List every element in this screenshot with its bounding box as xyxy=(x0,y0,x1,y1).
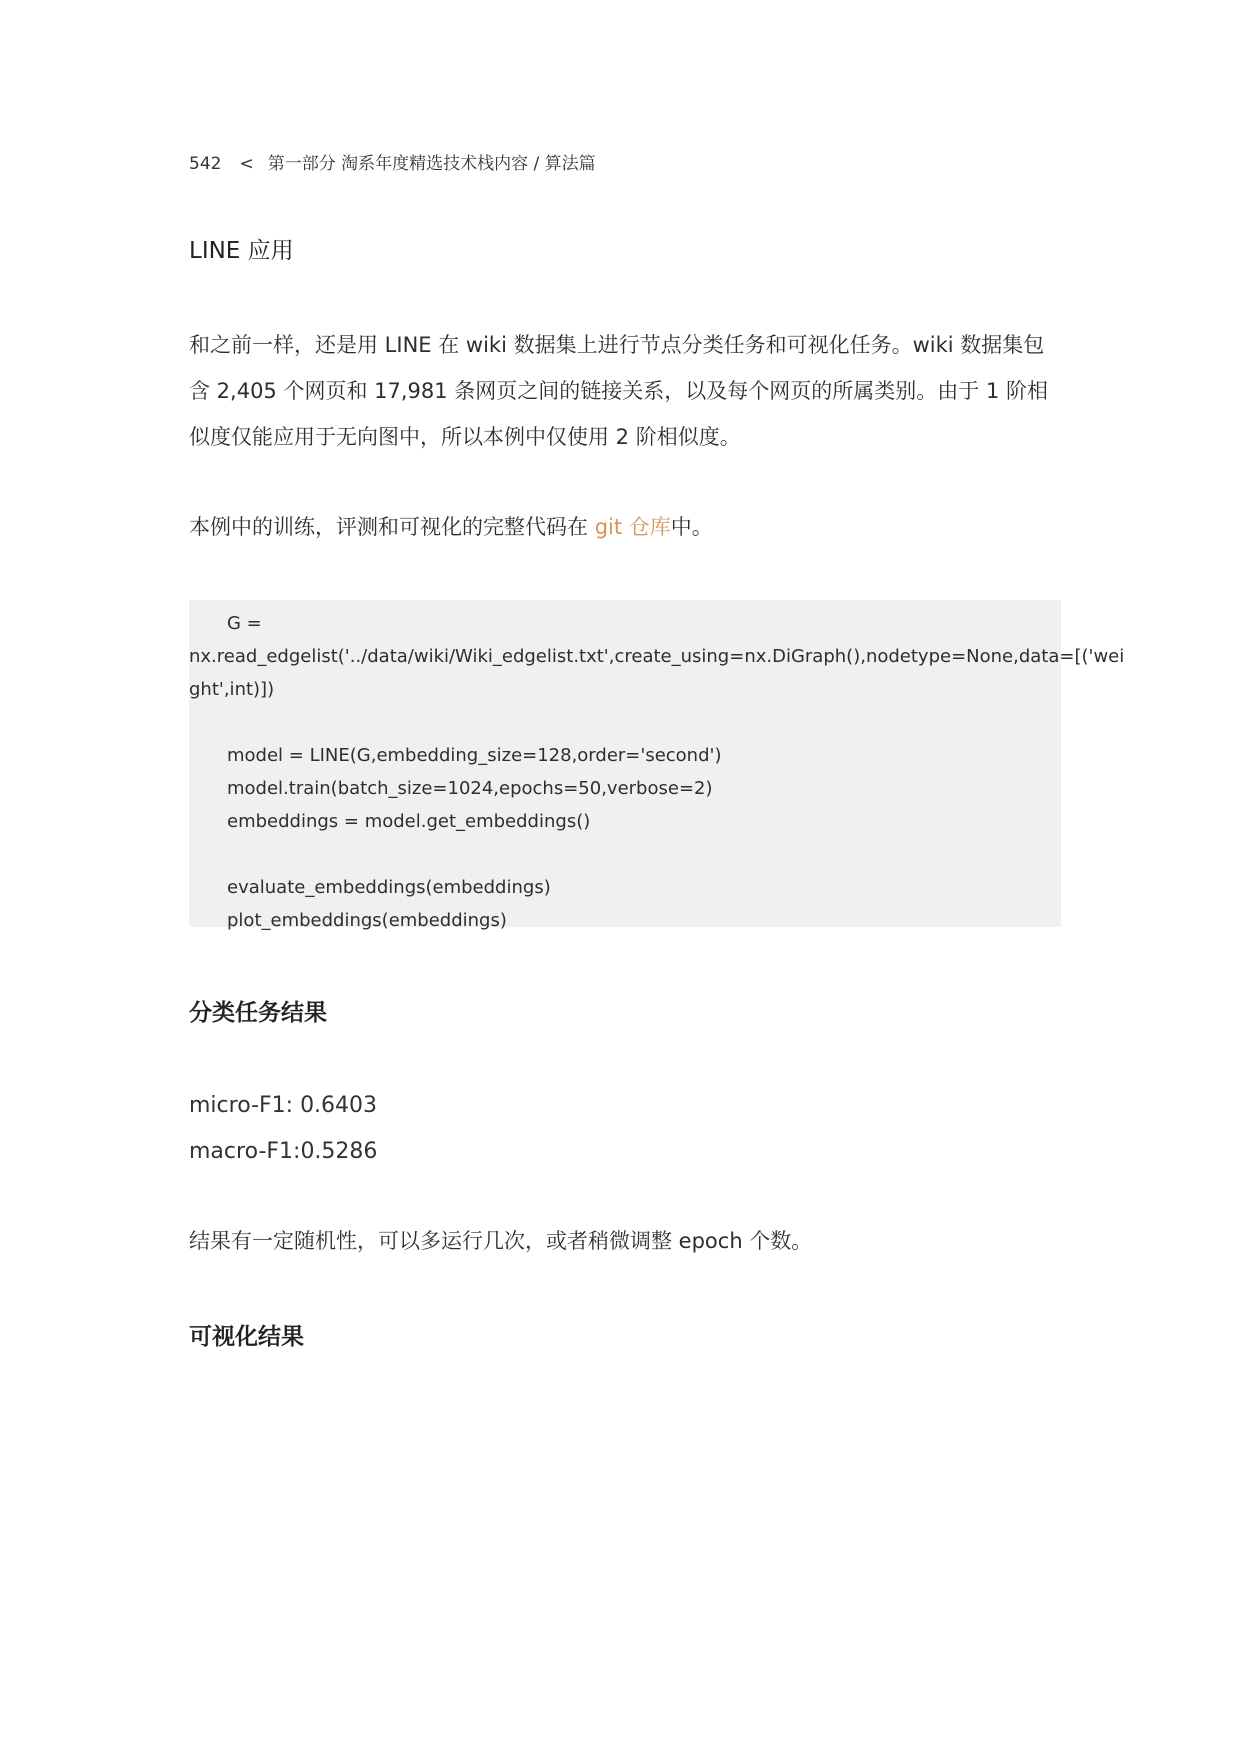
code-note-suffix: 中。 xyxy=(670,515,713,539)
code-line-8: plot_embeddings(embeddings) xyxy=(227,910,507,931)
randomness-note: 结果有一定随机性，可以多运行几次，或者稍微调整 epoch 个数。 xyxy=(189,1229,813,1253)
intro-line-2: 含 2,405 个网页和 17,981 条网页之间的链接关系，以及每个网页的所属类别。由于 1 阶相 xyxy=(189,379,1049,403)
header-separator: < xyxy=(239,154,254,174)
git-repo-link[interactable]: git 仓库 xyxy=(594,515,671,539)
code-line-6: embeddings = model.get_embeddings() xyxy=(227,811,591,832)
code-note-text: 本例中的训练，评测和可视化的完整代码在 xyxy=(189,515,595,539)
code-line-2: nx.read_edgelist('../data/wiki/Wiki_edgelist.txt',create_using=nx.DiGraph(),nodetype=None,data=[('wei xyxy=(189,646,1125,667)
code-line-4: model = LINE(G,embedding_size=128,order='second') xyxy=(227,745,722,766)
code-block xyxy=(189,600,1125,931)
code-line-5: model.train(batch_size=1024,epochs=50,verbose=2) xyxy=(227,778,713,799)
intro-line-1: 和之前一样，还是用 LINE 在 wiki 数据集上进行节点分类任务和可视化任务。wiki 数据集包 xyxy=(189,333,1045,357)
code-line-1: G = xyxy=(227,613,262,634)
header-part-title: 第一部分 淘系年度精选技术栈内容 / 算法篇 xyxy=(267,154,596,174)
intro-line-3: 似度仅能应用于无向图中，所以本例中仅使用 2 阶相似度。 xyxy=(189,425,741,449)
code-line-3: ght',int)]) xyxy=(189,679,275,700)
page-number: 542 xyxy=(189,154,222,174)
macro-f1-value: macro-F1:0.5286 xyxy=(189,1139,378,1164)
code-location-paragraph xyxy=(189,504,1061,550)
section-heading-line-application: LINE 应用 xyxy=(189,238,294,264)
code-line-7: evaluate_embeddings(embeddings) xyxy=(227,877,551,898)
intro-paragraph xyxy=(189,322,1061,460)
running-header xyxy=(189,152,596,176)
section-heading-visualization-results: 可视化结果 xyxy=(189,1324,304,1350)
section-heading-classification-results: 分类任务结果 xyxy=(189,1000,327,1026)
micro-f1-value: micro-F1: 0.6403 xyxy=(189,1093,378,1118)
